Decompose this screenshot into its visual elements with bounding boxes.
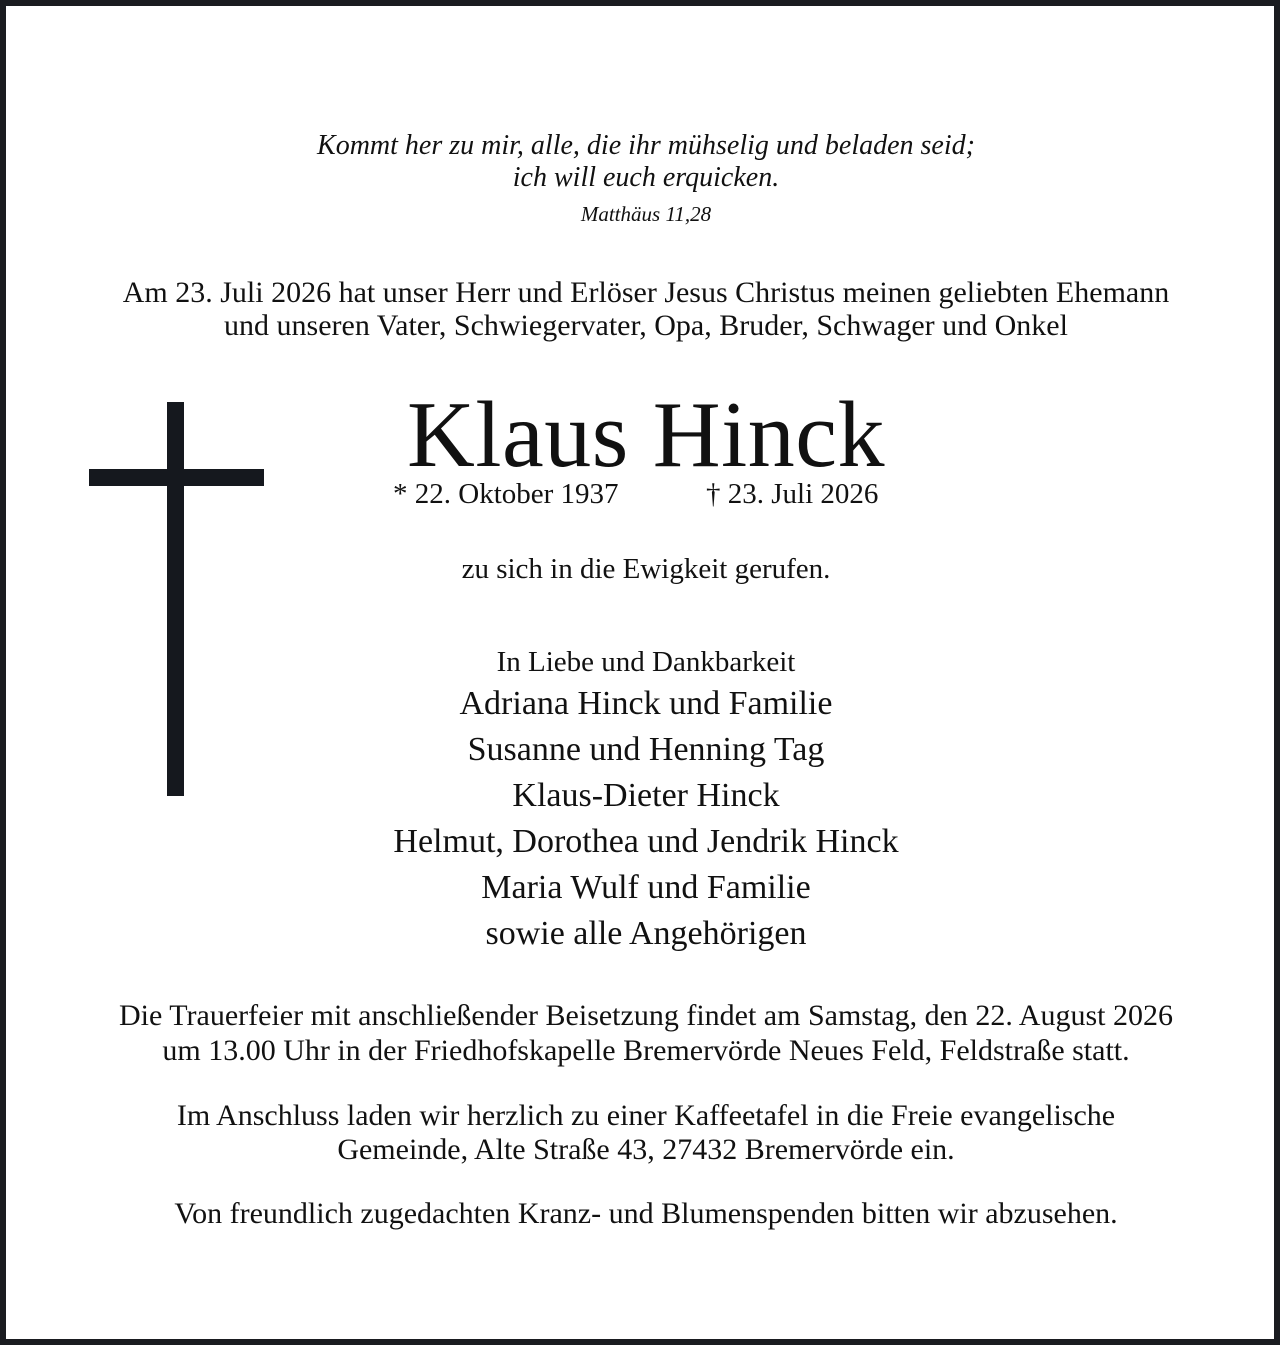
announcement-line-2: und unseren Vater, Schwiegervater, Opa, Bruder, Schwager und Onkel <box>224 309 1068 342</box>
verse-line-1: Kommt her zu mir, alle, die ihr mühselig und beladen seid; <box>317 130 975 161</box>
mourners-intro: In Liebe und Dankbarkeit <box>496 646 796 678</box>
mourner-name: Adriana Hinck und Familie <box>459 685 833 722</box>
service-line-1: Die Trauerfeier mit anschließender Beisetzung findet am Samstag, den 22. August 2026 <box>119 999 1173 1032</box>
reception-line-2: Gemeinde, Alte Straße 43, 27432 Bremervörde ein. <box>337 1133 955 1166</box>
mourner-name: Klaus-Dieter Hinck <box>512 777 780 814</box>
reception-line-1: Im Anschluss laden wir herzlich zu einer Kaffeetafel in die Freie evangelische <box>176 1099 1116 1132</box>
death-date: † 23. Juli 2026 <box>706 478 879 510</box>
mourner-name: sowie alle Angehörigen <box>485 915 807 952</box>
service-line-2: um 13.00 Uhr in der Friedhofskapelle Bremervörde Neues Feld, Feldstraße statt. <box>162 1034 1130 1067</box>
mourner-name: Susanne und Henning Tag <box>467 731 825 768</box>
deceased-name: Klaus Hinck <box>406 383 886 487</box>
called-home-text: zu sich in die Ewigkeit gerufen. <box>461 553 831 585</box>
mourner-name: Helmut, Dorothea und Jendrik Hinck <box>393 823 899 860</box>
flowers-note: Von freundlich zugedachten Kranz- und Blumenspenden bitten wir abzusehen. <box>174 1197 1118 1230</box>
announcement-line-1: Am 23. Juli 2026 hat unser Herr und Erlöser Jesus Christus meinen geliebten Ehemann <box>122 276 1170 309</box>
birth-date: * 22. Oktober 1937 <box>393 478 619 510</box>
mourner-name: Maria Wulf und Familie <box>481 869 811 906</box>
verse-reference: Matthäus 11,28 <box>580 202 712 226</box>
verse-line-2: ich will euch erquicken. <box>512 162 780 193</box>
